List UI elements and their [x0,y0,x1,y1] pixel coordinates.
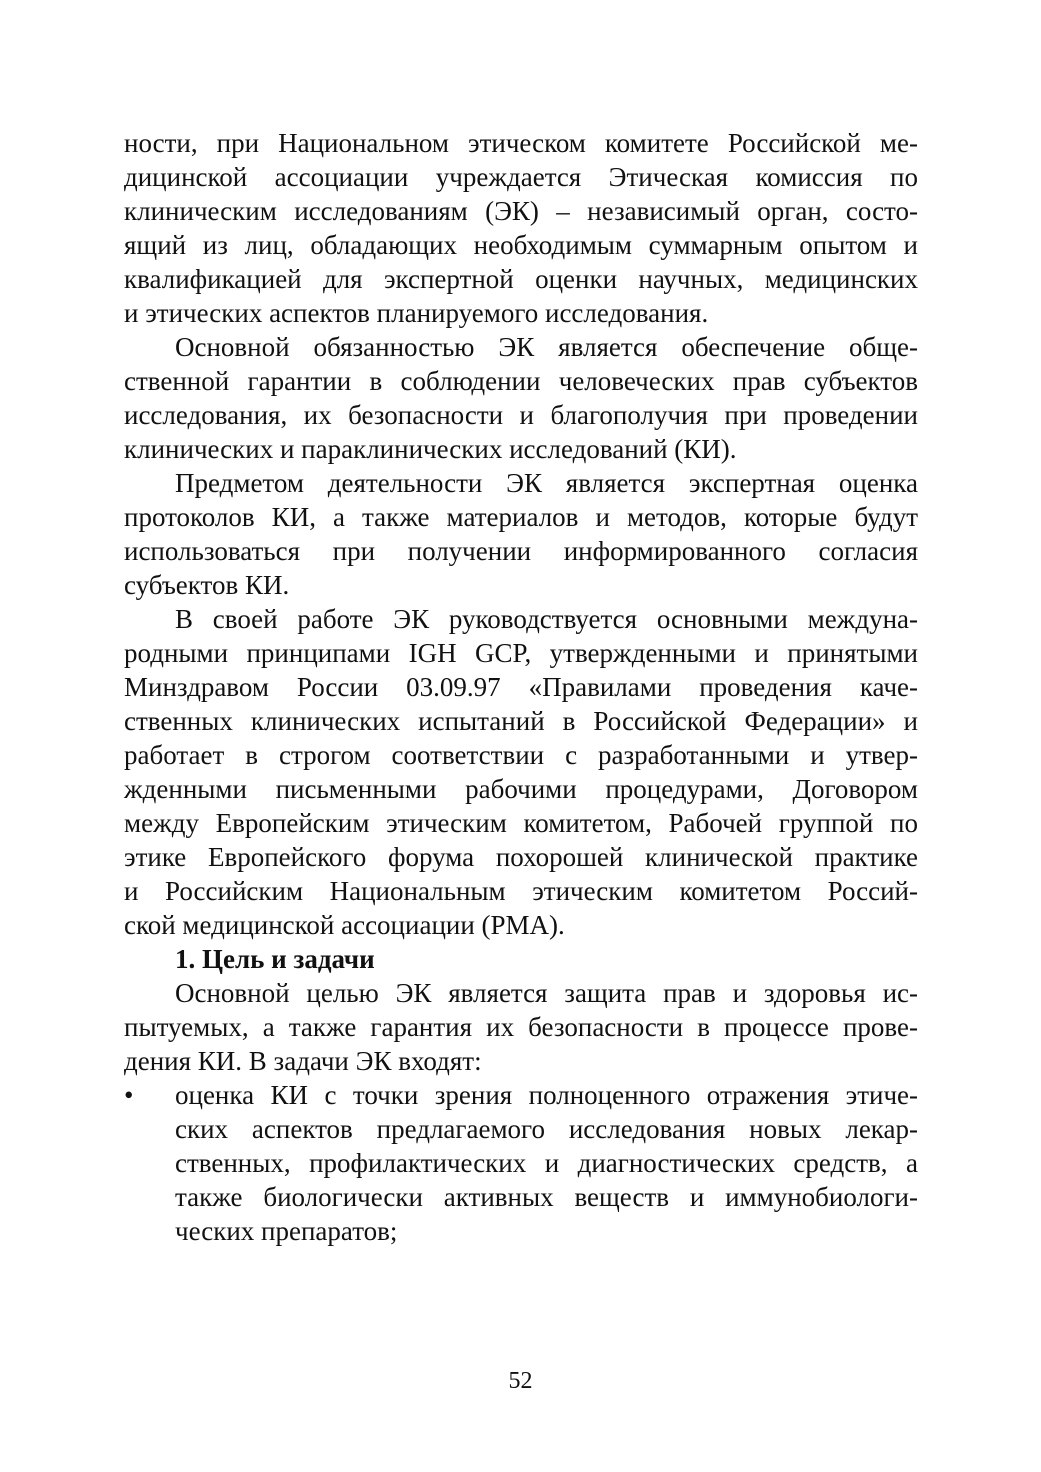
text-line: оценка КИ с точки зрения полноценного отражения этиче- [175,1080,918,1110]
text-line: ственной гарантии в соблюдении человеческих прав субъектов [124,366,918,396]
text-line: также биологически активных веществ и иммунобиологи- [175,1182,918,1212]
paragraph-4 [124,602,918,942]
text-line: ских аспектов предлагаемого исследования новых лекар- [175,1114,918,1144]
text-line: Основной обязанностью ЭК является обеспечение обще- [175,332,918,362]
text-line: использоваться при получении информированного согласия [124,536,918,566]
bullet-icon: • [124,1080,134,1110]
text-line: жденными письменными рабочими процедурами, Договором [124,774,918,804]
paragraph-1 [124,126,918,330]
text-line: Минздравом России 03.09.97 «Правилами проведения каче- [124,672,918,702]
goal-paragraph [124,976,918,1078]
section-heading: 1. Цель и задачи [175,944,375,974]
text-line: Основной целью ЭК является защита прав и здоровья ис- [175,978,918,1008]
page-number: 52 [508,1368,533,1394]
text-line: В своей работе ЭК руководствуется основными междуна- [175,604,918,634]
text-line: ческих препаратов; [175,1216,398,1246]
paragraph-2 [124,330,918,466]
text-line: и этических аспектов планируемого исследования. [124,298,709,328]
text-line: протоколов КИ, а также материалов и методов, которые будут [124,502,918,532]
text-line: родными принципами IGH GCP, утвержденными и принятыми [124,638,918,668]
list-item [124,1078,918,1248]
text-line: исследования, их безопасности и благополучия при проведении [124,400,918,430]
text-line: клиническим исследованиям (ЭК) – независимый орган, состо- [124,196,918,226]
text-line: этике Европейского форума похорошей клинической практике [124,842,918,872]
text-line: ской медицинской ассоциации (РМА). [124,910,565,940]
text-line: дения КИ. В задачи ЭК входят: [124,1046,482,1076]
text-line: дицинской ассоциации учреждается Этическая комиссия по [124,162,918,192]
text-line: квалификацией для экспертной оценки научных, медицинских [124,264,918,294]
text-line: субъектов КИ. [124,570,290,600]
text-line: Предметом деятельности ЭК является экспертная оценка [175,468,918,498]
text-line: ящий из лиц, обладающих необходимым суммарным опытом и [124,230,918,260]
text-line: ственных, профилактических и диагностических средств, а [175,1148,918,1178]
text-line: работает в строгом соответствии с разработанными и утвер- [124,740,918,770]
text-line: и Российским Национальным этическим комитетом Россий- [124,876,918,906]
page-body [124,126,918,1248]
text-line: ности, при Национальном этическом комитете Российской ме- [124,128,918,158]
text-line: ственных клинических испытаний в Российской Федерации» и [124,706,918,736]
bullet-list [124,1078,918,1248]
text-line: пытуемых, а также гарантия их безопасности в процессе прове- [124,1012,918,1042]
text-line: между Европейским этическим комитетом, Рабочей группой по [124,808,918,838]
paragraph-3 [124,466,918,602]
text-line: клинических и параклинических исследований (КИ). [124,434,737,464]
